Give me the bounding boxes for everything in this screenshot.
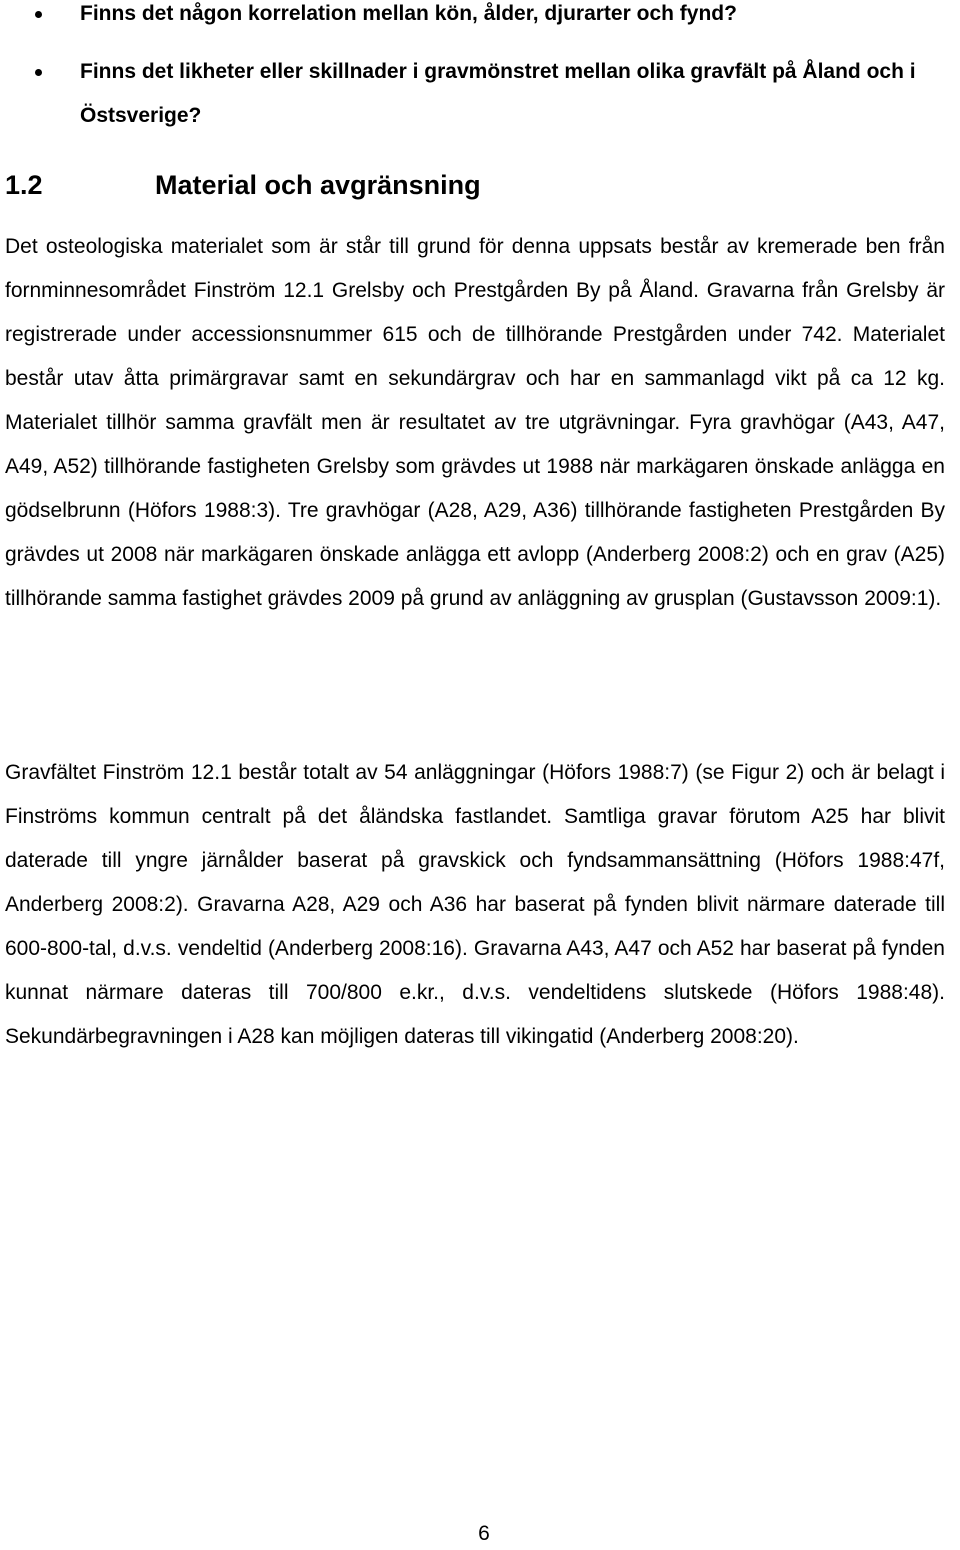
section-title: Material och avgränsning: [155, 170, 481, 200]
bullet-text: Finns det likheter eller skillnader i gravmönstret mellan olika gravfält på Åland och i Östsverige?: [80, 60, 916, 127]
page-number: 6: [478, 1522, 490, 1545]
bullet-dot-icon: [35, 69, 42, 76]
bullet-item: [80, 50, 950, 138]
bullet-dot-icon: [35, 11, 42, 18]
body-paragraph: Gravfältet Finström 12.1 består totalt av 54 anläggningar (Höfors 1988:7) (se Figur 2) och är belagt i Finströms kommun centralt på det åländska fastlandet. Samtliga gravar förutom A25 har blivit daterade till yngre järnålder baserat på gravskick och fyndsammansättning (Höfors 1988:47f, Anderberg 2008:2). Gravarna A28, A29 och A36 har baserat på fynden blivit närmare daterade till 600-800-tal, d.v.s. vendeltid (Anderberg 2008:16). Gravarna A43, A47 och A52 har baserat på fynden kunnat närmare dateras till 700/800 e.kr., d.v.s. vendeltidens slutskede (Höfors 1988:48). Sekundärbegravningen i A28 kan möjligen dateras till vikingatid (Anderberg 2008:20).: [5, 761, 945, 1048]
bullet-text: Finns det någon korrelation mellan kön, ålder, djurarter och fynd?: [80, 2, 737, 25]
section-number: 1.2: [5, 170, 43, 200]
body-paragraph: Det osteologiska materialet som är står till grund för denna uppsats består av kremerade ben från fornminnesområdet Finström 12.1 Grelsby och Prestgården By på Åland. Gravarna från Grelsby är registrerade under accessionsnummer 615 och de tillhörande Prestgården under 742. Materialet består utav åtta primärgravar samt en sekundärgrav och har en sammanlagd vikt på ca 12 kg. Materialet tillhör samma gravfält men är resultatet av tre utgrävningar. Fyra gravhögar (A43, A47, A49, A52) tillhörande fastigheten Grelsby som grävdes ut 1988 när markägaren önskade anlägga en gödselbrunn (Höfors 1988:3). Tre gravhögar (A28, A29, A36) tillhörande fastigheten Prestgården By grävdes ut 2008 när markägaren önskade anlägga ett avlopp (Anderberg 2008:2) och en grav (A25) tillhörande samma fastighet grävdes 2009 på grund av anläggning av grusplan (Gustavsson 2009:1).: [5, 235, 945, 610]
section-heading: [5, 163, 945, 207]
bullet-item: [80, 0, 950, 36]
